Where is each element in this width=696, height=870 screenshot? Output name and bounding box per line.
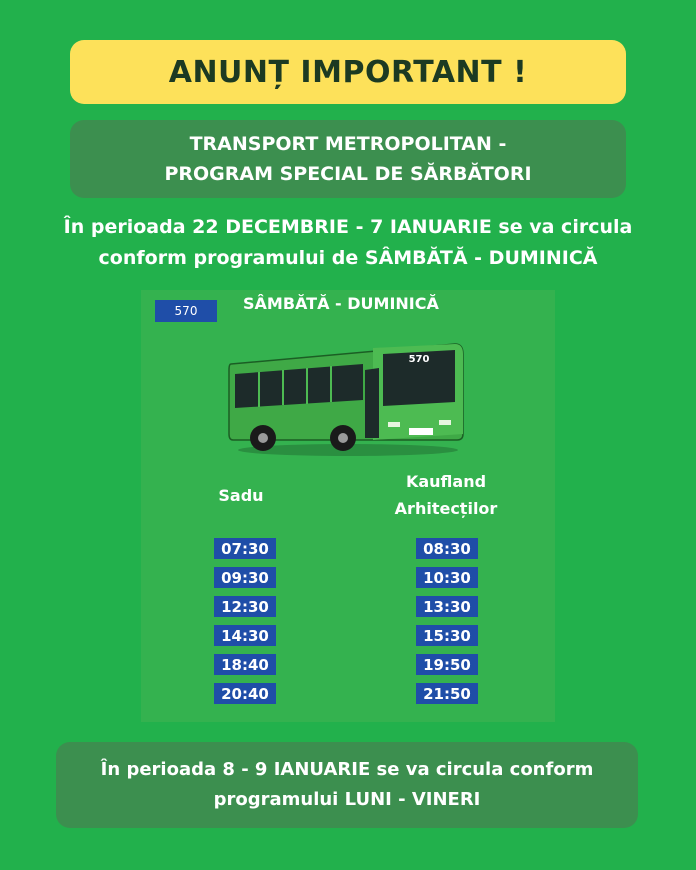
departures-kaufland [416,538,478,704]
departure-time: 18:40 [214,654,276,675]
stop-right-label-2: Arhitecților [394,499,498,518]
stop-left-label: Sadu [218,486,264,505]
stop-kaufland-header [371,468,521,522]
departure-time: 20:40 [214,683,276,704]
departure-time: 19:50 [416,654,478,675]
departure-time: 12:30 [214,596,276,617]
departure-time: 15:30 [416,625,478,646]
departure-time: 07:30 [214,538,276,559]
period-notice [20,212,676,274]
footer-line-2: programului LUNI - VINERI [213,789,481,810]
bus-route-number: 570 [408,354,430,365]
timetable-panel [141,290,555,722]
departure-time: 08:30 [416,538,478,559]
stop-sadu-header [181,482,301,509]
subtitle-line-2: PROGRAM SPECIAL DE SĂRBĂTORI [164,163,532,185]
bus-icon [223,330,473,460]
timetable-title: SÂMBĂTĂ - DUMINICĂ [243,294,439,313]
notice-line-2: conform programului de SÂMBĂTĂ - DUMINICĂ [98,247,598,269]
stop-right-label-1: Kaufland [405,472,487,491]
departure-time: 09:30 [214,567,276,588]
departure-time: 14:30 [214,625,276,646]
footer-line-1: În perioada 8 - 9 IANUARIE se va circula conform [100,759,594,780]
announcement-banner [70,40,626,104]
notice-line-1: În perioada 22 DECEMBRIE - 7 IANUARIE se va circula [63,216,633,238]
subtitle-box [70,120,626,198]
footer-notice [56,742,638,828]
departures-sadu [214,538,276,704]
banner-title: ANUNȚ IMPORTANT ! [168,54,528,90]
route-badge: 570 [155,300,217,322]
departure-time: 13:30 [416,596,478,617]
subtitle-line-1: TRANSPORT METROPOLITAN - [189,133,507,155]
departure-time: 10:30 [416,567,478,588]
departure-time: 21:50 [416,683,478,704]
